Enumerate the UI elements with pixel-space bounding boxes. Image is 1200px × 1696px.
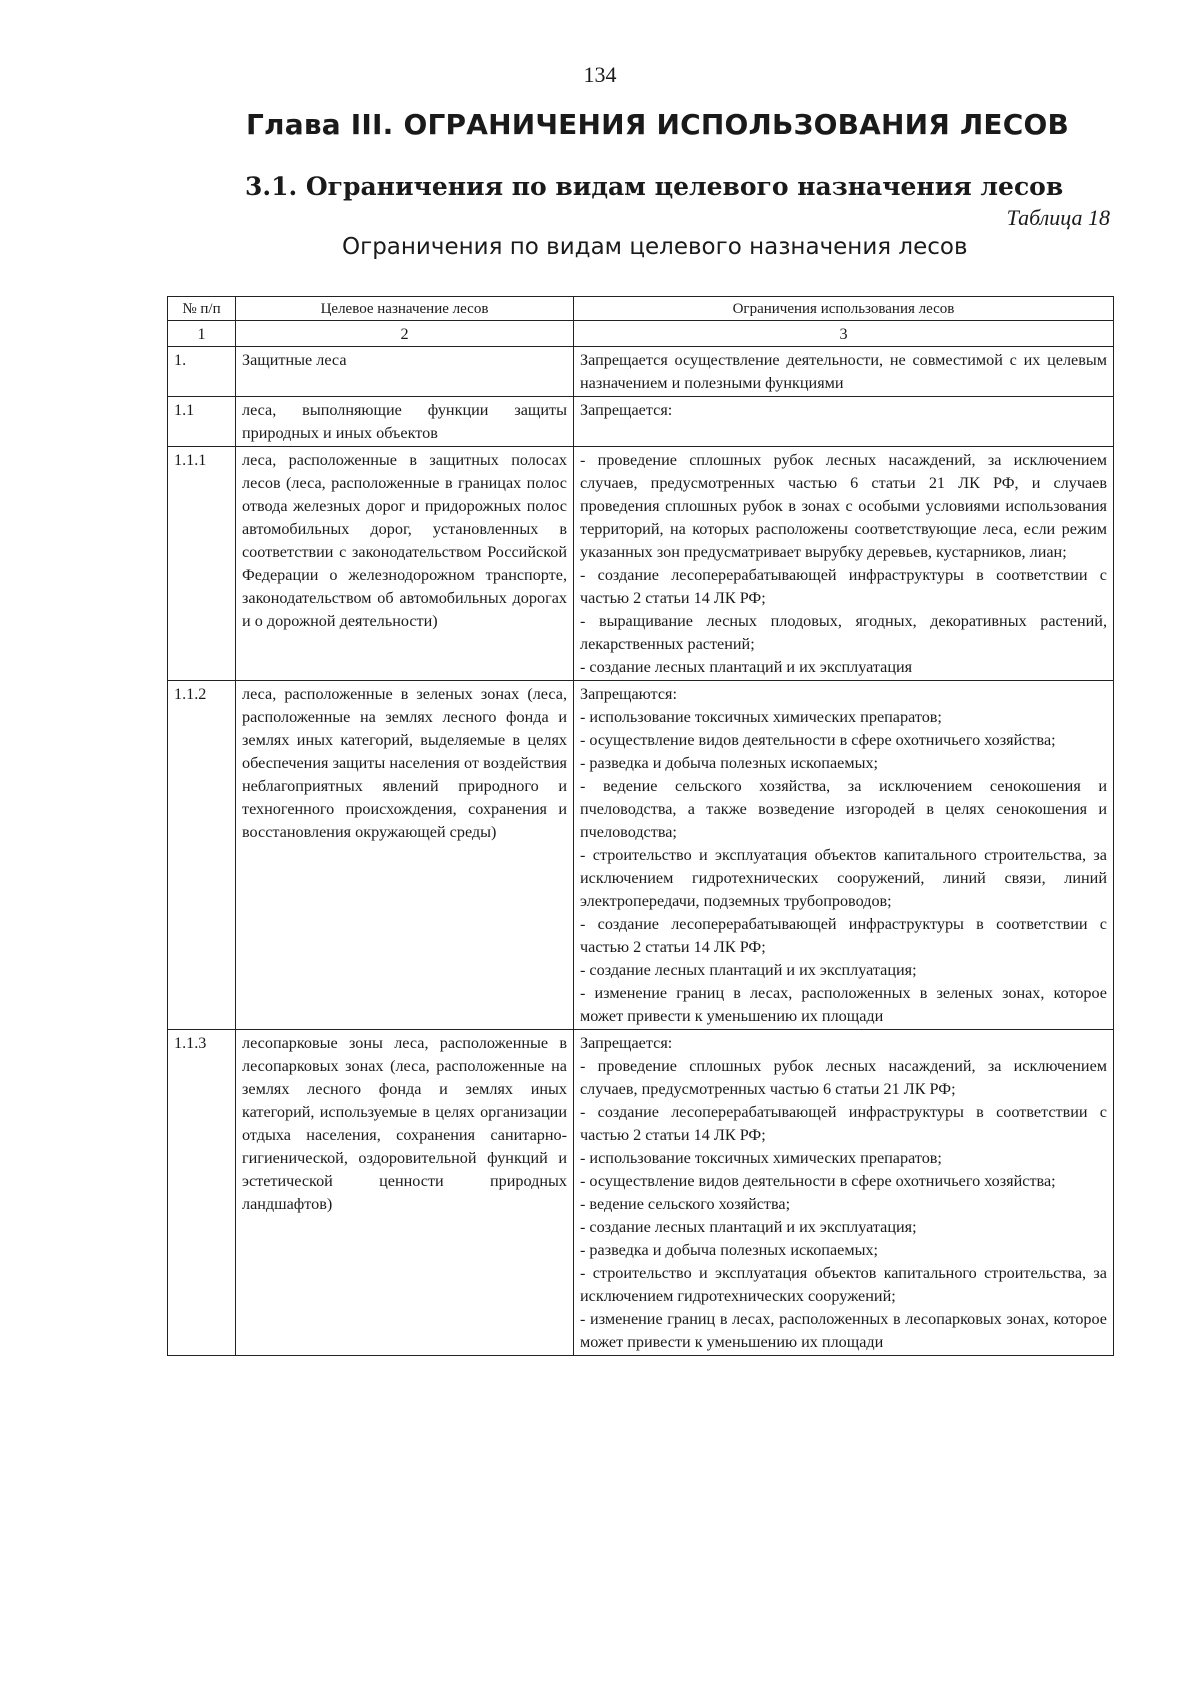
table-caption: Ограничения по видам целевого назначения лесов xyxy=(342,234,968,260)
row-restrictions xyxy=(574,1030,1114,1356)
restriction-line: - проведение сплошных рубок лесных насаждений, за исключением случаев, предусмотренных частью 6 статьи 21 ЛК РФ; xyxy=(580,1057,1107,1098)
restriction-line: Запрещается: xyxy=(580,401,673,419)
index-1: 1 xyxy=(168,321,236,347)
table-row xyxy=(168,347,1114,397)
restriction-line: - создание лесоперерабатывающей инфраструктуры в соответствии с частью 2 статьи 14 ЛК РФ; xyxy=(580,1103,1107,1144)
restriction-line: - создание лесоперерабатывающей инфраструктуры в соответствии с частью 2 статьи 14 ЛК РФ; xyxy=(580,915,1107,956)
restriction-line: - разведка и добыча полезных ископаемых; xyxy=(580,754,879,772)
table-index-row xyxy=(168,321,1114,347)
row-purpose: леса, расположенные в зеленых зонах (леса, расположенные на землях лесного фонда и землях иных категорий, выделяемые в целях обеспечения защиты населения от воздействия неблагоприятных явлений природного и техногенного происхождения, сохранения и восстановления окружающей среды) xyxy=(236,681,574,1030)
restriction-line: - ведение сельского хозяйства, за исключением сенокошения и пчеловодства, а также возведение изгородей в целях сенокошения и пчеловодства; xyxy=(580,777,1107,841)
restrictions-table xyxy=(167,296,1114,1356)
page-number: 134 xyxy=(583,62,617,87)
row-number: 1.1.3 xyxy=(168,1030,236,1356)
row-restrictions xyxy=(574,681,1114,1030)
restriction-line: Запрещаются: xyxy=(580,685,677,703)
row-restrictions xyxy=(574,447,1114,681)
row-purpose: лесопарковые зоны леса, расположенные в лесопарковых зонах (леса, расположенные на землях лесного фонда и землях иных категорий, используемые в целях организации отдыха населения, сохранения санитарно-гигиенической, оздоровительной функций и эстетической ценности природных ландшафтов) xyxy=(236,1030,574,1356)
row-number: 1.1.1 xyxy=(168,447,236,681)
restriction-line: - осуществление видов деятельности в сфере охотничьего хозяйства; xyxy=(580,1172,1056,1190)
row-number: 1.1 xyxy=(168,397,236,447)
chapter-title: Глава III. ОГРАНИЧЕНИЯ ИСПОЛЬЗОВАНИЯ ЛЕСОВ xyxy=(246,108,1070,141)
header-purpose: Целевое назначение лесов xyxy=(236,297,574,321)
restriction-line: - использование токсичных химических препаратов; xyxy=(580,1149,942,1167)
row-purpose: леса, расположенные в защитных полосах лесов (леса, расположенные в границах полос отвода железных дорог и придорожных полос автомобильных дорог, установленных в соответствии с законодательством Российской Федерации о железнодорожном транспорте, законодательством об автомобильных дорогах и о дорожной деятельности) xyxy=(236,447,574,681)
restriction-line: Запрещается осуществление деятельности, не совместимой с их целевым назначением и полезными функциями xyxy=(580,351,1107,392)
row-number: 1.1.2 xyxy=(168,681,236,1030)
restriction-line: - изменение границ в лесах, расположенных в лесопарковых зонах, которое может привести к уменьшению их площади xyxy=(580,1310,1107,1351)
table-row xyxy=(168,397,1114,447)
table-row xyxy=(168,681,1114,1030)
restriction-line: - создание лесоперерабатывающей инфраструктуры в соответствии с частью 2 статьи 14 ЛК РФ; xyxy=(580,566,1107,607)
table-header-row xyxy=(168,297,1114,321)
header-number: № п/п xyxy=(168,297,236,321)
index-3: 3 xyxy=(574,321,1114,347)
row-number: 1. xyxy=(168,347,236,397)
row-restrictions xyxy=(574,397,1114,447)
header-restrictions: Ограничения использования лесов xyxy=(574,297,1114,321)
restriction-line: - разведка и добыча полезных ископаемых; xyxy=(580,1241,879,1259)
restriction-line: - создание лесных плантаций и их эксплуатация; xyxy=(580,1218,917,1236)
row-restrictions xyxy=(574,347,1114,397)
table-row xyxy=(168,447,1114,681)
restriction-line: - выращивание лесных плодовых, ягодных, декоративных растений, лекарственных растений; xyxy=(580,612,1107,653)
section-title: 3.1. Ограничения по видам целевого назначения лесов xyxy=(245,172,1064,201)
restriction-line: - использование токсичных химических препаратов; xyxy=(580,708,942,726)
restriction-line: - осуществление видов деятельности в сфере охотничьего хозяйства; xyxy=(580,731,1056,749)
restriction-line: - ведение сельского хозяйства; xyxy=(580,1195,791,1213)
restriction-line: - создание лесных плантаций и их эксплуатация xyxy=(580,658,913,676)
table-row xyxy=(168,1030,1114,1356)
restriction-line: - изменение границ в лесах, расположенных в зеленых зонах, которое может привести к уменьшению их площади xyxy=(580,984,1107,1025)
index-2: 2 xyxy=(236,321,574,347)
row-purpose: Защитные леса xyxy=(236,347,574,397)
restriction-line: - проведение сплошных рубок лесных насаждений, за исключением случаев, предусмотренных частью 6 статьи 21 ЛК РФ, и случаев проведения сплошных рубок в зонах с особыми условиями использования территорий, на которых расположены соответствующие леса, если режим указанных зон предусматривает вырубку деревьев, кустарников, лиан; xyxy=(580,451,1107,561)
row-purpose: леса, выполняющие функции защиты природных и иных объектов xyxy=(236,397,574,447)
restriction-line: Запрещается: xyxy=(580,1034,673,1052)
restriction-line: - строительство и эксплуатация объектов капитального строительства, за исключением гидротехнических сооружений, линий связи, линий электропередачи, подземных трубопроводов; xyxy=(580,846,1107,910)
restriction-line: - создание лесных плантаций и их эксплуатация; xyxy=(580,961,917,979)
restriction-line: - строительство и эксплуатация объектов капитального строительства, за исключением гидротехнических сооружений; xyxy=(580,1264,1107,1305)
table-label: Таблица 18 xyxy=(1006,205,1110,230)
